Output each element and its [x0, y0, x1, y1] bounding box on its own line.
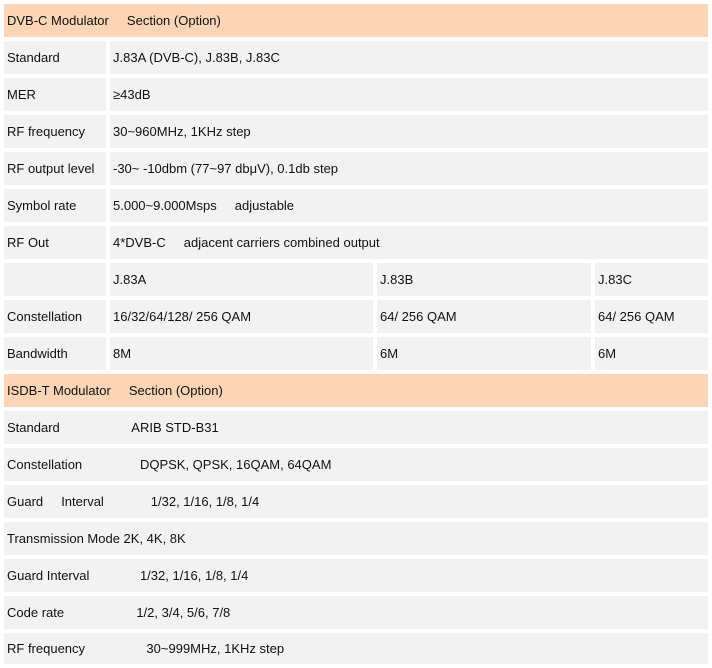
subtable-cell	[595, 300, 708, 333]
row-text: Standard ARIB STD-B31	[7, 420, 219, 435]
table-row	[4, 115, 708, 148]
row-label-cell	[4, 78, 106, 111]
dvbc-section-title: DVB-C Modulator Section (Option)	[7, 13, 221, 28]
row-label-cell	[4, 337, 106, 370]
subtable-cell	[110, 300, 373, 333]
table-row	[4, 189, 708, 222]
row-label: Standard	[7, 50, 60, 65]
row-label-cell	[4, 226, 106, 259]
table-row	[4, 559, 708, 592]
row-label: RF Out	[7, 235, 49, 250]
row-value-cell	[110, 189, 708, 222]
table-row	[4, 152, 708, 185]
row-cell	[4, 448, 708, 481]
row-value: 4*DVB-C adjacent carriers combined output	[113, 235, 380, 250]
subtable-column-header	[595, 263, 708, 296]
column-label: J.83B	[380, 272, 414, 287]
subtable-header-row	[4, 263, 708, 296]
row-cell	[4, 522, 708, 555]
row-value-cell	[110, 115, 708, 148]
table-row	[4, 596, 708, 629]
table-row	[4, 633, 708, 664]
subtable-row	[4, 337, 708, 370]
dvbc-section-header-row	[4, 4, 708, 37]
row-text: Guard Interval 1/32, 1/16, 1/8, 1/4	[7, 568, 249, 583]
subtable-cell	[377, 337, 591, 370]
row-text: Code rate 1/2, 3/4, 5/6, 7/8	[7, 605, 231, 620]
subtable-row	[4, 300, 708, 333]
row-cell	[4, 411, 708, 444]
table-row	[4, 522, 708, 555]
subtable-cell	[110, 337, 373, 370]
row-text: Constellation DQPSK, QPSK, 16QAM, 64QAM	[7, 457, 332, 472]
row-cell	[4, 559, 708, 592]
row-cell	[4, 485, 708, 518]
row-label-cell	[4, 152, 106, 185]
table-row	[4, 226, 708, 259]
column-label: J.83C	[598, 272, 632, 287]
subtable-column-header	[377, 263, 591, 296]
row-label: Bandwidth	[7, 346, 68, 361]
table-row	[4, 78, 708, 111]
row-value-cell	[110, 152, 708, 185]
cell-value: 64/ 256 QAM	[380, 309, 457, 324]
row-text: RF frequency 30~999MHz, 1KHz step	[7, 641, 285, 656]
row-value: ≥43dB	[113, 87, 151, 102]
row-label-cell	[4, 189, 106, 222]
cell-value: 8M	[113, 346, 132, 361]
row-value-cell	[110, 41, 708, 74]
table-row	[4, 485, 708, 518]
row-label: Symbol rate	[7, 198, 77, 213]
table-row	[4, 41, 708, 74]
row-label: RF output level	[7, 161, 95, 176]
isdbt-section-header	[4, 374, 708, 407]
row-value: 30~960MHz, 1KHz step	[113, 124, 251, 139]
row-cell	[4, 596, 708, 629]
column-label: J.83A	[113, 272, 147, 287]
table-row	[4, 448, 708, 481]
subtable-cell	[377, 300, 591, 333]
row-label: RF frequency	[7, 124, 86, 139]
row-label: MER	[7, 87, 36, 102]
isdbt-section-title: ISDB-T Modulator Section (Option)	[7, 383, 223, 398]
row-text: Transmission Mode 2K, 4K, 8K	[7, 531, 186, 546]
row-label-cell	[4, 115, 106, 148]
row-label: Constellation	[7, 309, 83, 324]
dvbc-section-header	[4, 4, 708, 37]
cell-value: 16/32/64/128/ 256 QAM	[113, 309, 252, 324]
row-label-cell	[4, 41, 106, 74]
cell-value: 6M	[380, 346, 399, 361]
subtable-column-header	[110, 263, 373, 296]
subtable-cell	[595, 337, 708, 370]
row-value: J.83A (DVB-C), J.83B, J.83C	[113, 50, 280, 65]
table-row	[4, 411, 708, 444]
row-value-cell	[110, 226, 708, 259]
row-value: 5.000~9.000Msps adjustable	[113, 198, 295, 213]
row-value: -30~ -10dbm (77~97 dbμV), 0.1db step	[113, 161, 339, 176]
row-value-cell	[110, 78, 708, 111]
row-cell	[4, 633, 708, 664]
subtable-corner-cell	[4, 263, 106, 296]
isdbt-section-header-row	[4, 374, 708, 407]
cell-value: 6M	[598, 346, 617, 361]
cell-value: 64/ 256 QAM	[598, 309, 675, 324]
row-label-cell	[4, 300, 106, 333]
row-text: Guard Interval 1/32, 1/16, 1/8, 1/4	[7, 494, 260, 509]
